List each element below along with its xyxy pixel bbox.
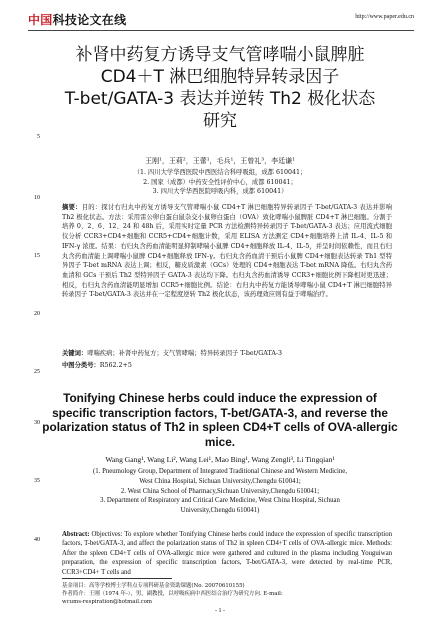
abstract-en-label: Abstract:: [62, 531, 90, 538]
abstract-cn-text: 目的：探讨右归丸中药复方诱导支气管哮喘小鼠 CD4+T 淋巴细胞特异转录因子 T-bet/GATA-3 表达并影响 Th2 极化状态。方法：采用雷公卵白蛋白鼠杂交小鼠卵白蛋白（OVA）致化哮喘小鼠脾脏 CD4+T 淋巴细胞。分割于培养 0、2、6、12、24 和 48h 后，采用实时定量 PCR 方法检测特异转录因子 T-bet/GATA-3 表达；应用流式细胞仪分析 CCR3+CD4+细胞和 CCR5+CD4+细胞计数，采用 ELISA 方法测定 CD4+细胞培养上清 IL-4、IL-5 和 IFN-γ 浓度。结果：右归丸含药血清能明显抑制哮喘小鼠脾 CD4+细胞释放 IL-4、IL-5，并呈时间依赖性，而且右归丸含药血清能上调哮喘小鼠脾 CD4+细胞释放 IFN-γ。右归丸含药血清干预后小鼠脾 CD4+细胞表达转录 Th1 型特异因子 T-bet mRNA 表达上调；相反，糖皮质激素（GCs）处理的 CD4+细胞表达 T-bet mRNA 降低。右归丸含药血清和 GCs 干预后 Th2 型特异因子 GATA-3 表达均下降。右归丸含药血清诱导 CCR3+细胞比例下降相对更迅速；相反，右归丸含药血清能明显增加 CCR5+细胞比例。结论：右归丸中药复方能诱导哮喘小鼠 CD4+T 淋巴细胞特异转录因子 T-bet/GATA-3 表达并在一定程度逆转 Th2 极化状态，该药理效应则有益于哮喘治疗。: [62, 204, 392, 299]
line-number: 35: [34, 478, 40, 484]
title-cn-line: CD4＋T 淋巴细胞特异转录因子: [100, 67, 340, 87]
affiliation-line: University,Chengdu 610041): [180, 507, 260, 515]
abstract-cn-label: 摘要：: [62, 204, 82, 211]
footnote-divider: [62, 578, 172, 579]
affiliation-line: 2. 国家（成都）中药安全性评价中心，成都 610041；: [143, 178, 297, 186]
abstract-english: [62, 530, 392, 577]
abstract-en-text: Objectives: To explore whether Tonifying Chinese herbs could induce the expression of specific transcription factors, T-bet/GATA-3, and affect the polarization status of Th2 in spleen CD4+T cells of OVA-allergic mice. Methods: After the spleen CD4+T cells of OVA-allergic mice were gathered and cultured in the plasma including Youguiwan preparation, the expression of specific transcription factors, T-bet/GATA-3, were detected by real-time PCR, CCR3+CD4+ T cells and: [62, 531, 392, 576]
title-english: Tonifying Chinese herbs could induce the expression of specific transcription factors, T-bet/GATA-3, and reverse the polarization status of Th2 in spleen CD4+T cells of OVA-allergic mice.: [42, 391, 398, 449]
footnote: [62, 582, 392, 606]
line-number: 20: [34, 311, 40, 317]
class-cn-label: 中图分类号：: [62, 362, 100, 369]
footnote-line: wcums-respiration@hotmail.com: [62, 599, 153, 605]
title-cn-line: 研究: [203, 111, 237, 131]
authors-chinese: 王刚¹，王莉²，王蕾¹，毛兵¹，王曾礼³，李廷谦¹: [145, 157, 295, 165]
site-logo[interactable]: [28, 11, 126, 28]
footnote-line: 作者简介：王刚（1974 年-），男，副教授，以呼吸疾病中西医结合治疗为研究方向. E-mail:: [62, 591, 283, 597]
affiliation-line: (1. Pneumology Group, Department of Integrated Traditional Chinese and Western Medicine,: [93, 468, 347, 475]
page-number: - 1 -: [215, 608, 225, 614]
affiliation-line: 3. 四川大学华西医院呼吸内科，成都 610041）: [152, 188, 288, 195]
line-number: 25: [34, 369, 40, 375]
line-number: 5: [37, 134, 40, 140]
keywords-cn-label: 关键词：: [62, 350, 88, 357]
affiliations-english: [70, 467, 370, 516]
authors-english: Wang Gang¹, Wang Li², Wang Lei¹, Mao Bing¹, Wang Zengli³, Li Tingqian¹: [105, 455, 335, 464]
affiliation-line: （1. 四川大学华西医院中西医结合科呼吸组，成都 610041；: [133, 169, 307, 176]
title-chinese: [30, 44, 410, 132]
affiliation-line: 3. Department of Respiratory and Critical Care Medicine, West China Hospital, Sichuan: [100, 497, 340, 505]
logo-red-text: 中国: [28, 13, 53, 27]
keywords-chinese: [62, 348, 392, 357]
line-number: 30: [34, 420, 40, 426]
line-number: 40: [34, 537, 40, 543]
line-number: 10: [34, 195, 40, 201]
classification-number: [62, 360, 392, 369]
footnote-line: 基金项目：高等学校博士学科点专项科研基金资助课题(No. 20070610155): [62, 583, 245, 589]
affiliations-chinese: [40, 168, 400, 197]
affiliation-line: West China Hospital, Sichuan University,Chengdu 610041;: [139, 477, 301, 485]
title-cn-line: T-bet/GATA-3 表达并逆转 Th2 极化状态: [64, 89, 376, 109]
line-number: 15: [34, 253, 40, 259]
title-cn-line: 补肾中药复方诱导支气管哮喘小鼠脾脏: [75, 45, 365, 65]
site-url[interactable]: http://www.paper.edu.cn: [355, 14, 414, 20]
abstract-chinese: [62, 203, 392, 300]
logo-black-text: 科技论文在线: [52, 13, 127, 27]
class-cn-text: R562.2+5: [99, 362, 132, 369]
affiliation-line: 2. West China School of Pharmacy,Sichuan University,Chengdu 610041;: [120, 487, 320, 495]
page-header: [28, 8, 414, 31]
keywords-cn-text: 哮喘疾病；补肾中药复方；支气管哮喘；特异转录因子 T-bet/GATA-3: [87, 350, 283, 357]
